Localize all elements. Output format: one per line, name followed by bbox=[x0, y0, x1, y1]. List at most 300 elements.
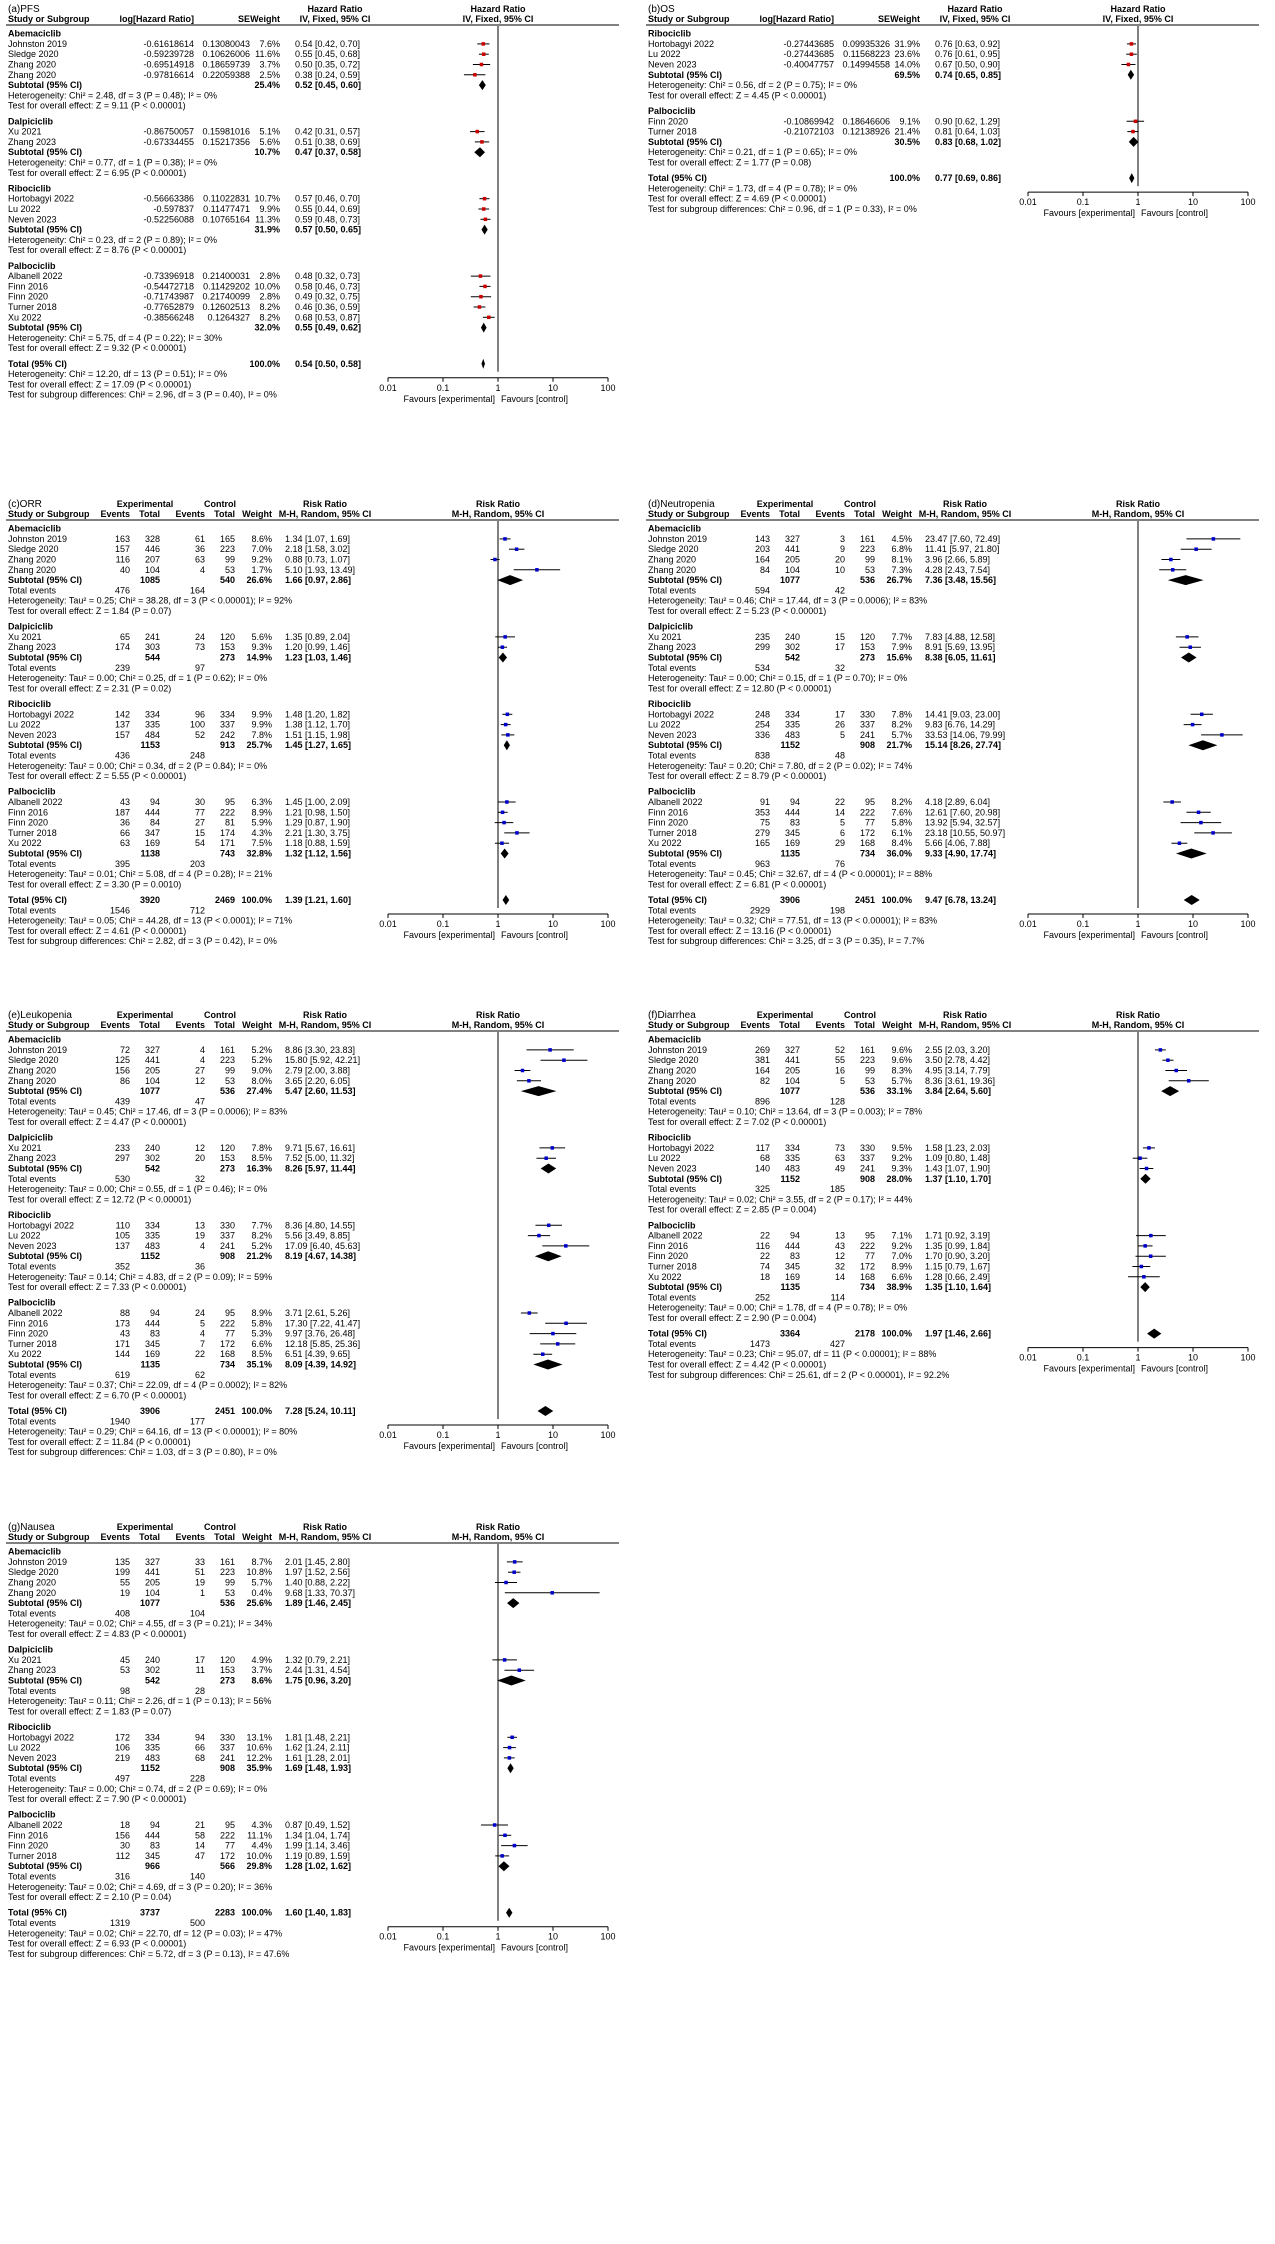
panel-4-title: (d)Neutropenia bbox=[648, 499, 715, 510]
panel-7-subgroup-3-study-1-ci-text: 1.81 [1.48, 2.21] bbox=[285, 1732, 351, 1743]
panel-7-subgroup-2-study-2-ctl-total: 153 bbox=[219, 1665, 235, 1676]
panel-6-subgroup-1-study-1-ci-text: 2.55 [2.03, 3.20] bbox=[925, 1044, 991, 1055]
panel-4-subgroup-2-stat-1: Heterogeneity: Tau² = 0.00; Chi² = 0.15, df = 1 (P = 0.70); I² = 0% bbox=[648, 673, 908, 684]
panel-1-subgroup-3-subtotal-diamond bbox=[481, 225, 487, 235]
panel-5-subgroup-1-subtotal-label: Subtotal (95% CI) bbox=[8, 1086, 83, 1097]
panel-6-subgroup-3-study-2-ctl-total: 222 bbox=[859, 1240, 875, 1251]
panel-6-header-ctl-events: Events bbox=[815, 1020, 845, 1030]
panel-1-subgroup-3-study-2-weight: 9.9% bbox=[259, 204, 280, 214]
panel-5-header-ctl-total: Total bbox=[214, 1020, 235, 1030]
panel-3-subgroup-1-stat-1: Heterogeneity: Tau² = 0.25; Chi² = 38.28, df = 3 (P < 0.00001); I² = 92% bbox=[8, 595, 293, 606]
panel-6-subgroup-3-study-4-name: Turner 2018 bbox=[648, 1261, 697, 1272]
panel-1-subgroup-4-study-1-loghr: -0.73396918 bbox=[143, 271, 194, 282]
panel-5-subgroup-3-subtotal-diamond bbox=[535, 1251, 562, 1261]
panel-7-subgroup-1-study-3-exp-events: 55 bbox=[119, 1577, 130, 1588]
panel-3-total-ctl-total: 2469 bbox=[214, 895, 235, 905]
panel-1-subgroup-1-study-1-name: Johnston 2019 bbox=[8, 38, 68, 49]
panel-7-subgroup-4-events-exp: 316 bbox=[114, 1871, 130, 1882]
panel-5-subgroup-2-study-2-exp-events: 297 bbox=[114, 1153, 130, 1164]
panel-1-subgroup-4-study-1-point bbox=[479, 274, 483, 278]
panel-5-subgroup-2-study-1-point bbox=[551, 1146, 555, 1150]
panel-1-subgroup-2-study-1-ci-text: 0.42 [0.31, 0.57] bbox=[295, 126, 361, 137]
panel-6-subgroup-3-subtotal-diamond bbox=[1140, 1282, 1150, 1292]
panel-4-subgroup-3-study-2-ctl-total: 337 bbox=[859, 719, 875, 730]
panel-6-total-ctl-total: 2178 bbox=[854, 1328, 875, 1339]
panel-7-footer-1: Heterogeneity: Tau² = 0.02; Chi² = 22.70, df = 12 (P = 0.03); I² = 47% bbox=[8, 1928, 283, 1939]
panel-5-subgroup-4-stat-1: Heterogeneity: Tau² = 0.37; Chi² = 22.09, df = 4 (P = 0.0002); I² = 82% bbox=[8, 1380, 288, 1391]
panel-3-subgroup-4-subtotal-ci-text: 1.32 [1.12, 1.56] bbox=[285, 848, 352, 859]
panel-5-tick-label-5: 100 bbox=[600, 1430, 616, 1440]
panel-3-subgroup-1-name: Abemaciclib bbox=[8, 523, 62, 534]
panel-3-subgroup-4-study-3-exp-total: 84 bbox=[149, 817, 160, 828]
panel-5-subgroup-1-study-2-ci-text: 15.80 [5.92, 42.21] bbox=[285, 1055, 361, 1066]
panel-4-subgroup-1-events-exp: 594 bbox=[754, 585, 770, 596]
panel-5-subgroup-2-events-exp: 530 bbox=[114, 1173, 130, 1184]
panel-4-subgroup-4-subtotal-weight: 36.0% bbox=[886, 848, 912, 859]
panel-4-subgroup-4-subtotal-ctl-total: 734 bbox=[859, 848, 875, 859]
panel-1-subgroup-4-study-4-loghr: -0.77652879 bbox=[143, 302, 194, 312]
panel-4-subgroup-2-study-1-ctl-events: 15 bbox=[834, 631, 845, 642]
panel-5-subgroup-1-study-4-exp-total: 104 bbox=[144, 1075, 160, 1086]
panel-4-header-exp-total: Total bbox=[779, 509, 800, 519]
panel-1-subgroup-1-study-4-weight: 2.5% bbox=[259, 69, 280, 80]
panel-4-subgroup-3-subtotal-diamond bbox=[1188, 740, 1217, 750]
panel-7-subgroup-2-study-2-name: Zhang 2023 bbox=[8, 1665, 57, 1676]
panel-6-total-exp-total: 3364 bbox=[779, 1328, 800, 1339]
panel-5-subgroup-1-study-1-ctl-total: 161 bbox=[219, 1044, 235, 1055]
panel-5-subgroup-2-study-1-name: Xu 2021 bbox=[8, 1142, 42, 1153]
panel-4-tick-label-1: 0.01 bbox=[1019, 919, 1037, 929]
panel-5-total-events-label: Total events bbox=[8, 1416, 57, 1427]
panel-4-subgroup-4-study-5-exp-total: 169 bbox=[784, 838, 800, 849]
panel-5-favours-left: Favours [experimental] bbox=[403, 1441, 495, 1451]
panel-4-subgroup-1-study-4-exp-events: 84 bbox=[759, 564, 770, 575]
panel-3-subgroup-1-subtotal-ci-text: 1.66 [0.97, 2.86] bbox=[285, 575, 352, 586]
panel-5-subgroup-2-study-2-ctl-events: 20 bbox=[194, 1153, 205, 1164]
panel-4-subgroup-2-study-2-exp-events: 299 bbox=[754, 642, 770, 653]
panel-3-total-events-ctl: 712 bbox=[189, 905, 205, 916]
panel-2-header-effect-left: Hazard Ratio bbox=[947, 4, 1003, 14]
panel-4-subgroup-2-study-2-point bbox=[1188, 645, 1192, 649]
panel-5-subgroup-2-study-2-name: Zhang 2023 bbox=[8, 1153, 57, 1164]
panel-5-subgroup-4-study-3-weight: 5.3% bbox=[251, 1328, 272, 1339]
panel-7-subgroup-1-study-1-exp-events: 135 bbox=[114, 1556, 130, 1567]
panel-6-subgroup-3-subtotal-ctl-total: 734 bbox=[859, 1282, 875, 1293]
panel-4-subgroup-2-name: Dalpiciclib bbox=[648, 621, 694, 632]
panel-5-subgroup-3-study-3-ci-text: 17.09 [6.40, 45.63] bbox=[285, 1240, 361, 1251]
panel-5-subgroup-4-study-4-ctl-total: 172 bbox=[219, 1338, 235, 1349]
panel-7-subgroup-3-events-exp: 497 bbox=[114, 1773, 130, 1784]
panel-1-subgroup-2-study-2-ci-text: 0.51 [0.38, 0.69] bbox=[295, 136, 361, 147]
panel-3-group-header-control: Control bbox=[204, 499, 236, 509]
panel-7-subgroup-3-subtotal-ci-text: 1.69 [1.48, 1.93] bbox=[285, 1763, 352, 1774]
panel-3-subgroup-3-study-2-ctl-events: 100 bbox=[189, 719, 205, 730]
panel-2-subgroup-1-study-3-loghr: -0.40047757 bbox=[783, 59, 834, 70]
panel-5-subgroup-2-study-2-ctl-total: 153 bbox=[219, 1153, 235, 1164]
panel-3-total-ci-text: 1.39 [1.21, 1.60] bbox=[285, 895, 352, 905]
panel-2-subgroup-2-subtotal-weight: 30.5% bbox=[894, 136, 920, 147]
panel-3-subgroup-4-study-5-exp-total: 169 bbox=[144, 838, 160, 849]
panel-7-header-effect-left: Risk Ratio bbox=[302, 1522, 348, 1532]
panel-3-subgroup-3-name: Ribociclib bbox=[8, 699, 52, 709]
panel-5-subgroup-2-subtotal-ctl-total: 273 bbox=[219, 1163, 235, 1174]
panel-2-total-weight: 100.0% bbox=[889, 173, 920, 184]
panel-7-subgroup-1-stat-1: Heterogeneity: Tau² = 0.02; Chi² = 4.55, df = 3 (P = 0.21); I² = 34% bbox=[8, 1618, 273, 1629]
panel-6-subgroup-3-study-1-exp-total: 94 bbox=[789, 1230, 800, 1241]
panel-4-subgroup-4-study-5-ci-text: 5.66 [4.06, 7.88] bbox=[925, 838, 991, 849]
panel-4-subgroup-4-study-4-point bbox=[1211, 831, 1215, 835]
panel-4-subgroup-1-study-2-weight: 6.8% bbox=[891, 544, 912, 555]
panel-3-subgroup-1-study-1-point bbox=[503, 537, 507, 541]
panel-1-favours-left: Favours [experimental] bbox=[403, 393, 495, 404]
panel-3-header-ctl-total: Total bbox=[214, 509, 235, 519]
panel-7-group-header-control: Control bbox=[204, 1522, 236, 1532]
panel-5-subgroup-3-stat-1: Heterogeneity: Tau² = 0.14; Chi² = 4.83, df = 2 (P = 0.09); I² = 59% bbox=[8, 1271, 273, 1282]
panel-7-tick-label-5: 100 bbox=[600, 1931, 616, 1942]
panel-4-subgroup-3-study-1-weight: 7.8% bbox=[891, 709, 912, 720]
panel-4-subgroup-4-subtotal-ci-text: 9.33 [4.90, 17.74] bbox=[925, 848, 997, 859]
panel-3-subgroup-1-study-4-ci-text: 5.10 [1.93, 13.49] bbox=[285, 564, 356, 575]
panel-1-subgroup-4-study-4-point bbox=[478, 305, 482, 309]
panel-6-tick-label-2: 0.1 bbox=[1076, 1352, 1090, 1363]
panel-5-subgroup-2-study-1-ci-text: 9.71 [5.67, 16.61] bbox=[285, 1142, 356, 1153]
panel-5-subgroup-1-study-2-point bbox=[562, 1058, 566, 1062]
panel-5-header-method-right: M-H, Random, 95% CI bbox=[451, 1020, 545, 1030]
panel-3-subgroup-3-study-2-name: Lu 2022 bbox=[8, 719, 41, 730]
panel-5-subgroup-4-study-1-weight: 8.9% bbox=[251, 1308, 272, 1318]
panel-5-subgroup-4-study-2-ctl-total: 222 bbox=[219, 1318, 235, 1329]
panel-3-title: (c)ORR bbox=[8, 499, 42, 510]
panel-4-subgroup-2-study-2-ctl-total: 153 bbox=[859, 642, 875, 653]
panel-1-subgroup-3-study-3-name: Neven 2023 bbox=[8, 214, 57, 225]
panel-7-subgroup-1-study-2-exp-events: 199 bbox=[114, 1567, 130, 1578]
panel-6-subgroup-3-study-5-ci-text: 1.28 [0.66, 2.49] bbox=[925, 1271, 991, 1282]
panel-4-subgroup-2-study-2-ctl-events: 17 bbox=[834, 642, 845, 653]
panel-2-favours-left: Favours [experimental] bbox=[1043, 208, 1135, 219]
panel-4-subgroup-4-study-4-weight: 6.1% bbox=[891, 827, 912, 838]
panel-6-subgroup-1-study-2-name: Sledge 2020 bbox=[648, 1055, 699, 1066]
panel-3-subgroup-4-study-4-ci-text: 2.21 [1.30, 3.75] bbox=[285, 827, 351, 838]
panel-1-subgroup-1-study-3-ci-text: 0.50 [0.35, 0.72] bbox=[295, 59, 361, 70]
panel-6-subgroup-3-subtotal-ci-text: 1.35 [1.10, 1.64] bbox=[925, 1282, 992, 1293]
panel-6-total-ci-text: 1.97 [1.46, 2.66] bbox=[925, 1328, 992, 1339]
panel-6-total-label: Total (95% CI) bbox=[648, 1328, 707, 1339]
panel-3-subgroup-4-study-3-point bbox=[502, 821, 506, 825]
panel-4-subgroup-4-study-1-name: Albanell 2022 bbox=[648, 797, 703, 807]
panel-5-subgroup-1-study-1-name: Johnston 2019 bbox=[8, 1044, 68, 1055]
panel-7-tick-label-2: 0.1 bbox=[436, 1931, 450, 1942]
panel-7-subgroup-3-subtotal-weight: 35.9% bbox=[246, 1763, 272, 1774]
panel-4-subgroup-3-subtotal-ci-text: 15.14 [8.26, 27.74] bbox=[925, 740, 1002, 751]
panel-3-subgroup-1-study-4-weight: 1.7% bbox=[251, 564, 272, 575]
panel-4-subgroup-4-stat-1: Heterogeneity: Tau² = 0.45; Chi² = 32.67, df = 4 (P < 0.00001); I² = 88% bbox=[648, 869, 933, 880]
panel-1-subgroup-3-study-1-loghr: -0.56663386 bbox=[143, 193, 194, 204]
panel-1-subgroup-4-subtotal-ci-text: 0.55 [0.49, 0.62] bbox=[295, 322, 362, 333]
panel-5-subgroup-2-stat-1: Heterogeneity: Tau² = 0.00; Chi² = 0.55, df = 1 (P = 0.46); I² = 0% bbox=[8, 1184, 268, 1195]
panel-3-subgroup-2-study-2-ci-text: 1.20 [0.99, 1.46] bbox=[285, 642, 351, 653]
panel-6-subgroup-1-study-3-weight: 8.3% bbox=[891, 1065, 912, 1076]
panel-3-footer-3: Test for subgroup differences: Chi² = 2.82, df = 3 (P = 0.42), I² = 0% bbox=[8, 936, 277, 947]
panel-5-subgroup-1-subtotal-ci-text: 5.47 [2.60, 11.53] bbox=[285, 1086, 356, 1097]
panel-5-subgroup-3-study-1-name: Hortobagyi 2022 bbox=[8, 1220, 75, 1231]
panel-1-tick-label-3: 1 bbox=[495, 382, 501, 393]
panel-1-tick-label-1: 0.01 bbox=[379, 382, 397, 393]
panel-1-subgroup-2-study-1-name: Xu 2021 bbox=[8, 126, 42, 137]
panel-4-subgroup-2-stat-2: Test for overall effect: Z = 12.80 (P < 0.00001) bbox=[648, 683, 832, 694]
panel-3-subgroup-1-subtotal-ctl-total: 540 bbox=[219, 575, 235, 586]
panel-3-subgroup-3-study-2-point bbox=[504, 723, 508, 727]
panel-7-subgroup-1-study-1-point bbox=[513, 1560, 517, 1564]
panel-1-subgroup-2-subtotal-diamond bbox=[474, 147, 485, 157]
panel-7-subgroup-3-study-2-exp-events: 106 bbox=[114, 1742, 130, 1753]
panel-5-total-diamond bbox=[538, 1406, 554, 1416]
panel-7-total-ci-text: 1.60 [1.40, 1.83] bbox=[285, 1907, 352, 1918]
panel-6-header-effect-left: Risk Ratio bbox=[942, 1010, 988, 1020]
panel-2-subgroup-2-subtotal-label: Subtotal (95% CI) bbox=[648, 136, 723, 147]
panel-1-subgroup-3-stat-1: Heterogeneity: Chi² = 0.23, df = 2 (P = 0.89); I² = 0% bbox=[8, 234, 217, 245]
panel-4-total-events-exp: 2929 bbox=[749, 905, 770, 916]
panel-7-subgroup-4-name: Palbociclib bbox=[8, 1809, 56, 1820]
panel-4-subgroup-1-subtotal-ctl-total: 536 bbox=[859, 575, 875, 586]
panel-3-subgroup-3-subtotal-weight: 25.7% bbox=[246, 740, 272, 751]
panel-5-subgroup-2-subtotal-diamond bbox=[541, 1164, 557, 1174]
panel-1-subgroup-2-study-2-name: Zhang 2023 bbox=[8, 136, 57, 147]
panel-4-subgroup-1-study-3-name: Zhang 2020 bbox=[648, 554, 697, 565]
panel-2-subgroup-1-study-2-loghr: -0.27443685 bbox=[783, 49, 834, 60]
panel-5-subgroup-3-subtotal-label: Subtotal (95% CI) bbox=[8, 1251, 83, 1262]
panel-6-subgroup-1-events-label: Total events bbox=[648, 1096, 697, 1107]
panel-4-subgroup-1-study-1-exp-events: 143 bbox=[754, 533, 770, 544]
panel-6-subgroup-1-study-4-ci-text: 8.36 [3.61, 19.36] bbox=[925, 1075, 996, 1086]
panel-5-subgroup-3-study-2-ctl-total: 337 bbox=[219, 1230, 235, 1241]
panel-5-header-exp-total: Total bbox=[139, 1020, 160, 1030]
panel-4-subgroup-1-study-4-ctl-events: 10 bbox=[834, 564, 845, 575]
panel-7-favours-left: Favours [experimental] bbox=[403, 1942, 495, 1953]
panel-3-subgroup-1-study-2-weight: 7.0% bbox=[251, 544, 272, 555]
panel-4-subgroup-2-subtotal-ci-text: 8.38 [6.05, 11.61] bbox=[925, 652, 996, 663]
panel-1-subgroup-2-stat-2: Test for overall effect: Z = 6.95 (P < 0.00001) bbox=[8, 167, 187, 178]
panel-4-tick-label-5: 100 bbox=[1240, 919, 1256, 929]
panel-7-subgroup-4-study-2-ctl-events: 58 bbox=[194, 1830, 205, 1841]
panel-6-footer-2: Test for overall effect: Z = 4.42 (P < 0.00001) bbox=[648, 1359, 827, 1370]
panel-4-subgroup-1-study-3-point bbox=[1169, 558, 1173, 562]
panel-2-subgroup-1-subtotal-ci-text: 0.74 [0.65, 0.85] bbox=[935, 69, 1002, 80]
panel-5-subgroup-4-study-1-ctl-events: 24 bbox=[194, 1308, 205, 1318]
panel-3-group-header-experimental: Experimental bbox=[116, 499, 174, 509]
panel-6-subgroup-2-study-3-ctl-total: 241 bbox=[859, 1163, 875, 1174]
panel-1-subgroup-3-name: Ribociclib bbox=[8, 183, 52, 194]
panel-6-header-exp-total: Total bbox=[779, 1020, 800, 1030]
panel-3-subgroup-4-study-1-weight: 6.3% bbox=[251, 797, 272, 807]
panel-3-header-exp-events: Events bbox=[100, 509, 130, 519]
panel-7-subgroup-1-study-2-name: Sledge 2020 bbox=[8, 1567, 59, 1578]
panel-5-subgroup-1-study-1-point bbox=[548, 1048, 552, 1052]
panel-5-subgroup-1-study-3-ci-text: 2.79 [2.00, 3.88] bbox=[285, 1065, 351, 1076]
panel-4-subgroup-2-study-1-name: Xu 2021 bbox=[648, 631, 682, 642]
panel-3-subgroup-2-study-2-name: Zhang 2023 bbox=[8, 642, 57, 653]
panel-5-total-events-ctl: 177 bbox=[189, 1416, 205, 1427]
panel-3-subgroup-4-study-3-ci-text: 1.29 [0.87, 1.90] bbox=[285, 817, 351, 828]
panel-6-subgroup-3-study-3-weight: 7.0% bbox=[891, 1251, 912, 1262]
panel-1-subgroup-4-study-2-se: 0.11429202 bbox=[203, 281, 250, 292]
panel-3-subgroup-1-study-4-exp-events: 40 bbox=[119, 564, 130, 575]
panel-2-subgroup-1-study-1-se: 0.09935326 bbox=[842, 38, 890, 49]
panel-5-subgroup-3-subtotal-ctl-total: 908 bbox=[219, 1251, 235, 1262]
panel-6-subgroup-1-subtotal-ci-text: 3.84 [2.64, 5.60] bbox=[925, 1086, 992, 1097]
panel-3-subgroup-1-study-2-exp-total: 446 bbox=[144, 544, 160, 555]
panel-1-subgroup-2-name: Dalpiciclib bbox=[8, 116, 54, 127]
panel-6-subgroup-3-subtotal-label: Subtotal (95% CI) bbox=[648, 1282, 723, 1293]
panel-5-subgroup-1-subtotal-diamond bbox=[521, 1086, 557, 1096]
panel-7-subgroup-4-events-label: Total events bbox=[8, 1871, 57, 1882]
panel-3-subgroup-3-study-2-weight: 9.9% bbox=[251, 719, 272, 730]
panel-3-subgroup-4-study-2-point bbox=[501, 811, 505, 815]
panel-3-subgroup-1-study-4-ctl-events: 4 bbox=[199, 564, 205, 575]
panel-1-subgroup-1-study-4-point bbox=[473, 73, 477, 77]
panel-1-footer-3: Test for subgroup differences: Chi² = 2.96, df = 3 (P = 0.40), I² = 0% bbox=[8, 389, 277, 400]
panel-4-subgroup-1-study-1-ctl-total: 161 bbox=[859, 533, 875, 544]
panel-4-subgroup-1-study-3-exp-total: 205 bbox=[784, 554, 800, 565]
panel-3-subgroup-4-study-3-name: Finn 2020 bbox=[8, 817, 49, 828]
panel-5-footer-1: Heterogeneity: Tau² = 0.29; Chi² = 64.16, df = 13 (P < 0.00001); I² = 80% bbox=[8, 1426, 298, 1437]
panel-1-subgroup-4-study-1-se: 0.21400031 bbox=[202, 271, 250, 282]
panel-3-subgroup-2-subtotal-weight: 14.9% bbox=[246, 652, 272, 663]
panel-5-total-ci-text: 7.28 [5.24, 10.11] bbox=[285, 1406, 356, 1416]
panel-3-subgroup-2-subtotal-diamond bbox=[499, 653, 507, 663]
panel-4-subgroup-3-study-3-point bbox=[1220, 733, 1224, 737]
panel-5-subgroup-4-study-5-name: Xu 2022 bbox=[8, 1349, 42, 1360]
panel-6-subgroup-1-study-3-ci-text: 4.95 [3.14, 7.79] bbox=[925, 1065, 991, 1076]
panel-7-total-events-exp: 1319 bbox=[109, 1918, 130, 1928]
panel-6-subgroup-3-study-3-name: Finn 2020 bbox=[648, 1251, 689, 1262]
panel-1-subgroup-3-subtotal-weight: 31.9% bbox=[254, 224, 280, 235]
panel-3-subgroup-2-study-2-ctl-events: 73 bbox=[194, 642, 205, 653]
panel-6-subgroup-2-events-ctl: 185 bbox=[829, 1184, 845, 1195]
panel-6-subgroup-2-study-1-ctl-events: 73 bbox=[834, 1142, 845, 1153]
panel-7-subgroup-2-stat-1: Heterogeneity: Tau² = 0.11; Chi² = 2.26, df = 1 (P = 0.13); I² = 56% bbox=[8, 1696, 272, 1707]
panel-4-subgroup-2-study-1-exp-total: 240 bbox=[784, 631, 800, 642]
panel-5-subgroup-1-study-2-name: Sledge 2020 bbox=[8, 1055, 59, 1066]
panel-5-subgroup-4-study-4-name: Turner 2018 bbox=[8, 1338, 57, 1349]
panel-5-subgroup-1-study-4-ci-text: 3.65 [2.20, 6.05] bbox=[285, 1075, 351, 1086]
panel-6-subgroup-2-stat-1: Heterogeneity: Tau² = 0.02; Chi² = 3.55, df = 2 (P = 0.17); I² = 44% bbox=[648, 1194, 913, 1205]
panel-5-subgroup-4-study-3-exp-events: 43 bbox=[119, 1328, 130, 1339]
panel-4-subgroup-3-study-2-exp-total: 335 bbox=[784, 719, 800, 730]
panel-6-subgroup-1-subtotal-weight: 33.1% bbox=[886, 1086, 912, 1097]
panel-3-subgroup-1-study-2-point bbox=[515, 547, 519, 551]
panel-5-subgroup-2-study-1-exp-events: 233 bbox=[114, 1142, 130, 1153]
panel-2-subgroup-2-study-2-name: Turner 2018 bbox=[648, 126, 697, 137]
panel-7-header-method-left: M-H, Random, 95% CI bbox=[278, 1532, 372, 1542]
panel-7-subgroup-4-study-3-point bbox=[513, 1844, 517, 1848]
panel-7-subgroup-3-subtotal-ctl-total: 908 bbox=[219, 1763, 235, 1774]
panel-6-subgroup-3-study-4-point bbox=[1140, 1265, 1144, 1269]
panel-4-subgroup-3-study-1-exp-total: 334 bbox=[784, 709, 800, 720]
panel-7-subgroup-3-study-1-weight: 13.1% bbox=[246, 1732, 272, 1743]
panel-4-subgroup-4-study-3-name: Finn 2020 bbox=[648, 817, 689, 828]
panel-3-subgroup-4-study-2-exp-total: 444 bbox=[144, 807, 160, 818]
panel-6-subgroup-1-subtotal-label: Subtotal (95% CI) bbox=[648, 1086, 723, 1097]
panel-4-subgroup-4-events-label: Total events bbox=[648, 858, 697, 869]
panel-7-header-exp-total: Total bbox=[139, 1532, 160, 1542]
panel-5-subgroup-4-study-4-weight: 6.6% bbox=[251, 1338, 272, 1349]
panel-6-subgroup-2-study-1-weight: 9.5% bbox=[891, 1142, 912, 1153]
panel-3-subgroup-3-study-2-ctl-total: 337 bbox=[219, 719, 235, 730]
panel-2-subgroup-1-subtotal-weight: 69.5% bbox=[894, 69, 920, 80]
panel-6-subgroup-1-study-2-ci-text: 3.50 [2.78, 4.42] bbox=[925, 1055, 991, 1066]
panel-2-subgroup-1-study-1-ci-text: 0.76 [0.63, 0.92] bbox=[935, 38, 1001, 49]
panel-3-subgroup-4-study-1-point bbox=[505, 800, 509, 804]
panel-2-subgroup-2-study-1-weight: 9.1% bbox=[899, 116, 920, 127]
panel-6-subgroup-3-study-4-ctl-total: 172 bbox=[859, 1261, 875, 1272]
panel-2-subgroup-2-subtotal-ci-text: 0.83 [0.68, 1.02] bbox=[935, 136, 1002, 147]
panel-3-subgroup-3-study-3-weight: 7.8% bbox=[251, 729, 272, 740]
panel-7-subgroup-1-study-1-name: Johnston 2019 bbox=[8, 1556, 68, 1567]
panel-4-subgroup-3-subtotal-ctl-total: 908 bbox=[859, 740, 875, 751]
panel-5-header-exp-events: Events bbox=[100, 1020, 130, 1030]
panel-3-subgroup-3-study-1-exp-total: 334 bbox=[144, 709, 160, 720]
panel-4-footer-2: Test for overall effect: Z = 13.16 (P < 0.00001) bbox=[648, 925, 832, 936]
panel-7-total-label: Total (95% CI) bbox=[8, 1907, 67, 1918]
panel-5-tick-label-4: 10 bbox=[547, 1430, 559, 1440]
panel-6-subgroup-2-study-3-name: Neven 2023 bbox=[648, 1163, 697, 1174]
panel-5-subgroup-2-subtotal-exp-total: 542 bbox=[144, 1163, 160, 1174]
panel-3-total-weight: 100.0% bbox=[241, 895, 272, 905]
panel-7-subgroup-4-study-3-weight: 4.4% bbox=[251, 1840, 272, 1851]
panel-4-subgroup-3-study-2-name: Lu 2022 bbox=[648, 719, 681, 730]
panel-3-subgroup-3-subtotal-ctl-total: 913 bbox=[219, 740, 235, 751]
panel-4-tick-label-2: 0.1 bbox=[1076, 919, 1090, 929]
panel-3-subgroup-3-events-label: Total events bbox=[8, 750, 57, 761]
panel-7-subgroup-3-study-2-weight: 10.6% bbox=[246, 1742, 272, 1753]
panel-2-subgroup-2-study-1-ci-text: 0.90 [0.62, 1.29] bbox=[935, 116, 1001, 127]
panel-1-subgroup-4-study-5-loghr: -0.38566248 bbox=[143, 312, 194, 323]
panel-7-subgroup-1-study-3-weight: 5.7% bbox=[251, 1577, 272, 1588]
panel-2-subgroup-2-stat-1: Heterogeneity: Chi² = 0.21, df = 1 (P = 0.65); I² = 0% bbox=[648, 147, 857, 158]
panel-6-subgroup-3-study-1-name: Albanell 2022 bbox=[648, 1230, 703, 1241]
panel-7-subgroup-4-study-2-point bbox=[503, 1834, 507, 1838]
panel-7-subgroup-1-study-3-name: Zhang 2020 bbox=[8, 1577, 57, 1588]
panel-6-subgroup-1-subtotal-exp-total: 1077 bbox=[779, 1086, 800, 1097]
panel-7-subgroup-2-study-1-name: Xu 2021 bbox=[8, 1654, 42, 1665]
panel-5-header-ctl-events: Events bbox=[175, 1020, 205, 1030]
panel-7-subgroup-3-study-1-exp-events: 172 bbox=[114, 1732, 130, 1743]
panel-4-subgroup-2-study-2-exp-total: 302 bbox=[784, 642, 800, 653]
panel-5-subgroup-2-stat-2: Test for overall effect: Z = 12.72 (P < 0.00001) bbox=[8, 1194, 192, 1205]
panel-6-subgroup-1-study-2-exp-events: 381 bbox=[754, 1055, 770, 1066]
panel-3-subgroup-4-study-2-ctl-total: 222 bbox=[219, 807, 235, 818]
panel-4-subgroup-1-study-2-ctl-events: 9 bbox=[839, 544, 845, 555]
panel-3-subgroup-3-subtotal-label: Subtotal (95% CI) bbox=[8, 740, 83, 751]
panel-1-header-effect-right: Hazard Ratio bbox=[470, 4, 526, 14]
panel-5-subgroup-3-study-2-exp-events: 105 bbox=[114, 1230, 130, 1241]
panel-4-subgroup-4-study-2-ci-text: 12.61 [7.60, 20.98] bbox=[925, 807, 1001, 818]
panel-6-subgroup-3-study-2-name: Finn 2016 bbox=[648, 1240, 689, 1251]
panel-2-subgroup-1-study-2-se: 0.11568223 bbox=[843, 49, 890, 60]
panel-3-tick-label-1: 0.01 bbox=[379, 919, 397, 929]
panel-6-subgroup-1-stat-1: Heterogeneity: Tau² = 0.10; Chi² = 13.64, df = 3 (P = 0.003); I² = 78% bbox=[648, 1106, 923, 1117]
panel-5-subgroup-1-study-3-point bbox=[521, 1069, 525, 1073]
panel-7-subgroup-1-name: Abemaciclib bbox=[8, 1546, 62, 1557]
panel-2-tick-label-5: 100 bbox=[1240, 197, 1256, 208]
panel-1-subgroup-3-study-2-point bbox=[482, 207, 486, 211]
panel-6-subgroup-3-study-5-point bbox=[1142, 1275, 1146, 1279]
panel-3-subgroup-4-study-2-weight: 8.9% bbox=[251, 807, 272, 818]
panel-5-subgroup-4-study-4-exp-events: 171 bbox=[114, 1338, 130, 1349]
panel-6-subgroup-1-study-1-weight: 9.6% bbox=[891, 1044, 912, 1055]
panel-7-subgroup-4-study-4-ctl-total: 172 bbox=[219, 1850, 235, 1861]
panel-7-subgroup-2-subtotal-diamond bbox=[497, 1676, 526, 1686]
